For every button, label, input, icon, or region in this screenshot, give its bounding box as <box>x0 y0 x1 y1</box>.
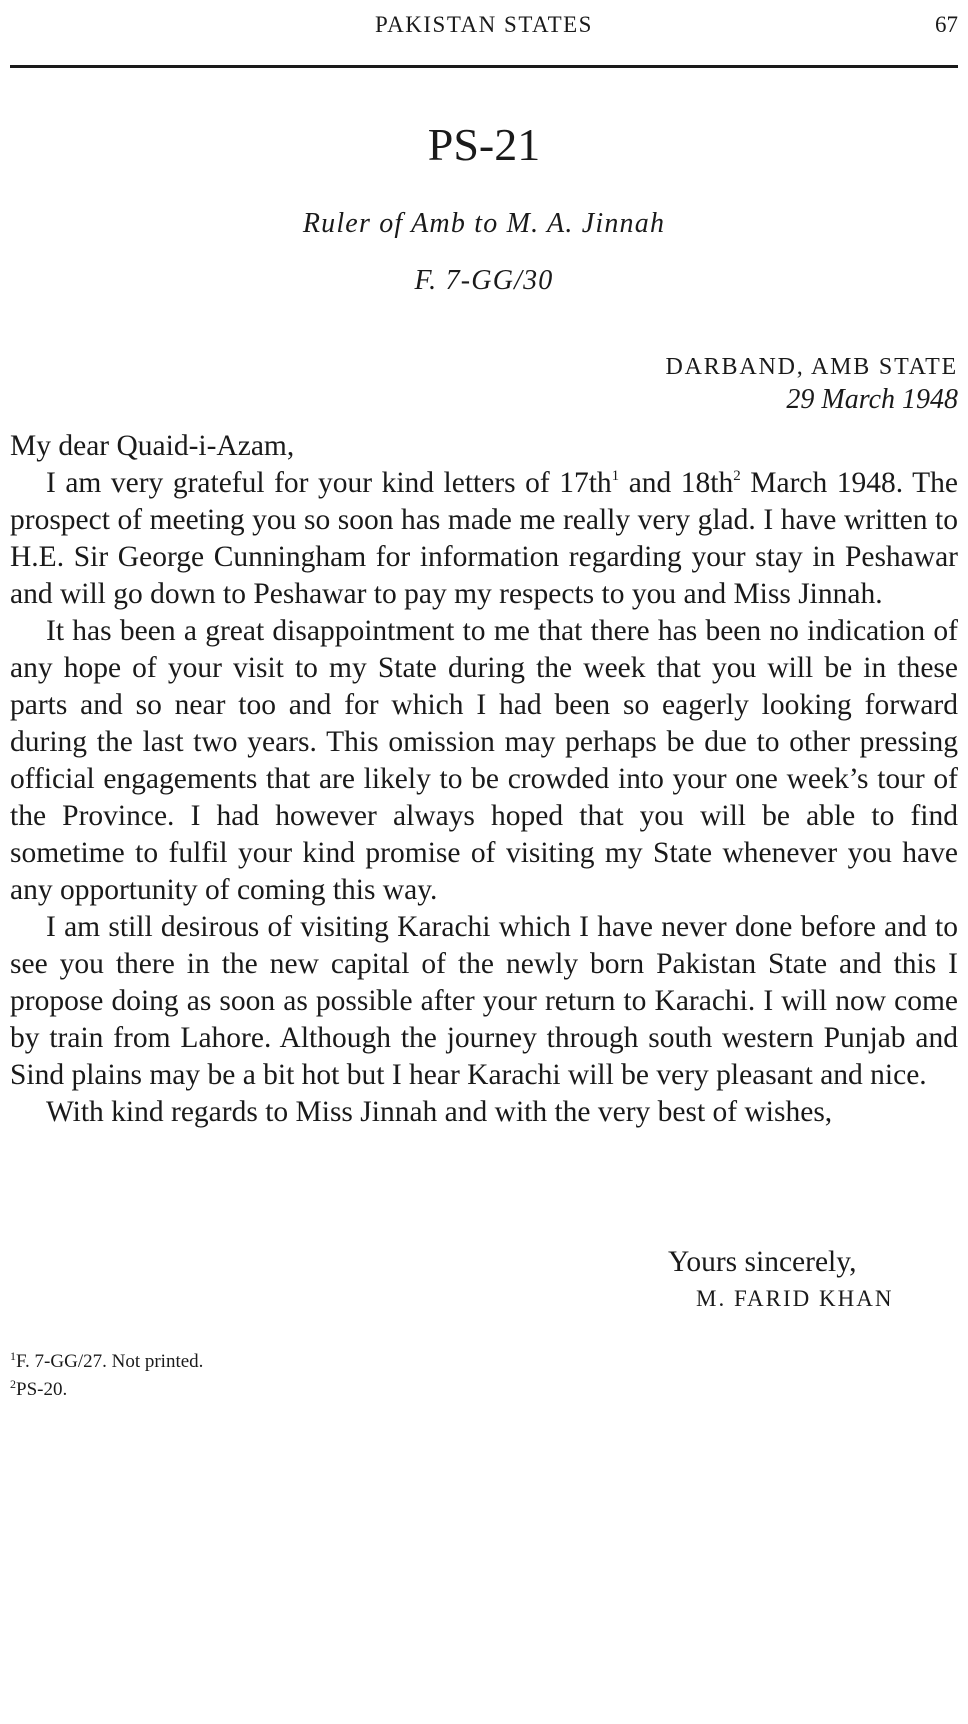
footnote-text: F. 7-GG/27. Not printed. <box>16 1351 204 1372</box>
paragraph-1-text-a: I am very grateful for your kind letters of 17th <box>46 467 612 499</box>
paragraph-1-text-b: and 18th <box>619 467 734 499</box>
paragraph-4: With kind regards to Miss Jinnah and with the very best of wishes, <box>46 1096 833 1128</box>
footnotes <box>10 1348 203 1404</box>
running-title: PAKISTAN STATES <box>375 12 593 37</box>
salutation: My dear Quaid-i-Azam, <box>10 430 295 462</box>
closing: Yours sincerely, <box>668 1246 857 1278</box>
footnote-1 <box>10 1348 203 1376</box>
file-reference: F. 7-GG/30 <box>414 265 554 296</box>
footnote-ref-1: 1 <box>611 468 620 484</box>
page-number: 67 <box>935 12 958 37</box>
paragraph-1-text-c: March 1948. The prospect of meeting you so soon has made me really very glad. I have written to H.E. Sir George Cunningham for information regarding your stay in Peshawar and will go down to Peshawar to pay my respects to you and Miss Jinnah. <box>10 467 958 610</box>
document-subtitle: Ruler of Amb to M. A. Jinnah <box>302 208 666 239</box>
footnote-ref-2: 2 <box>733 468 741 484</box>
dateline-place: DARBAND, AMB STATE <box>665 354 958 380</box>
letter-body <box>10 428 958 1131</box>
dateline-date: 29 March 1948 <box>786 384 958 415</box>
footnote-mark: 1 <box>10 1349 16 1363</box>
paragraph-1 <box>10 465 958 613</box>
footnote-2 <box>10 1376 203 1404</box>
footnote-mark: 2 <box>10 1377 16 1391</box>
signature: M. FARID KHAN <box>696 1286 894 1311</box>
paragraph-2: It has been a great disappointment to me that there has been no indication of any hope of your visit to my State during the week that you will be in these parts and so near too and for which I had been so eagerly looking forward during the last two years. This omission may perhaps be due to other pressing official engagements that are likely to be crowded into your one week’s tour of the Province. I had however always hoped that you will be able to find sometime to fulfil your kind promise of visiting my State whenever you have any opportunity of coming this way. <box>10 615 958 906</box>
document-id: PS-21 <box>427 119 541 170</box>
running-header <box>10 12 958 42</box>
paragraph-3: I am still desirous of visiting Karachi which I have never done before and to see you there in the new capital of the newly born Pakistan State and this I propose doing as soon as possible after your return to Karachi. I will now come by train from Lahore. Although the journey through south western Punjab and Sind plains may be a bit hot but I hear Karachi will be very pleasant and nice. <box>10 911 958 1091</box>
header-rule <box>10 65 958 68</box>
footnote-text: PS-20. <box>16 1379 68 1400</box>
